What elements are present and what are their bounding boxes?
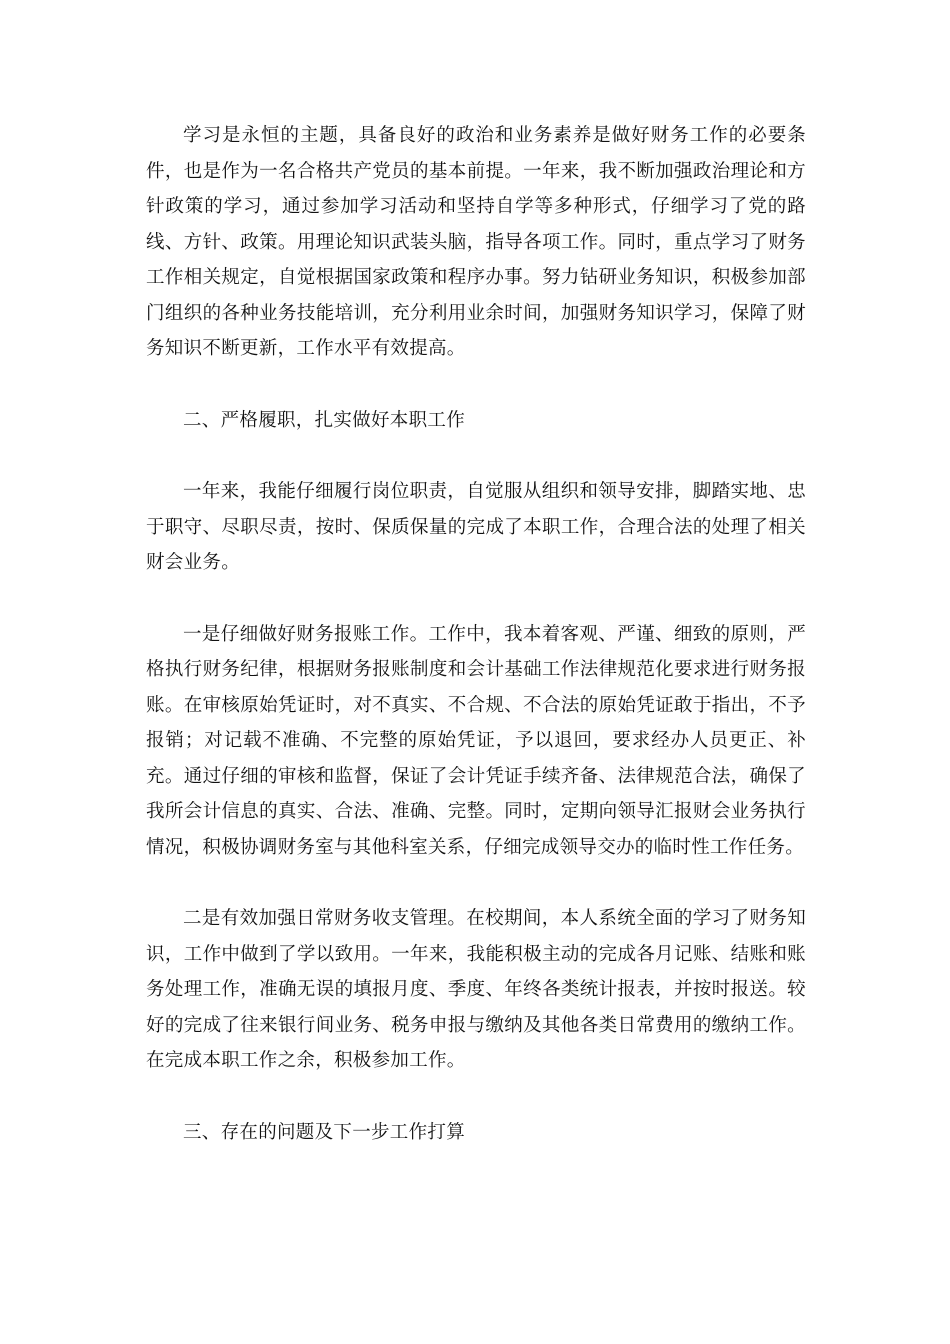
document-page	[146, 118, 806, 1150]
paragraph-reimbursement: 一是仔细做好财务报账工作。工作中，我本着客观、严谨、细致的原则，严格执行财务纪律，根据财务报账制度和会计基础工作法律规范化要求进行财务报账。在审核原始凭证时，对不真实、不合规、不合法的原始凭证敢于指出，不予报销；对记载不准确、不完整的原始凭证，予以退回，要求经办人员更正、补充。通过仔细的审核和监督，保证了会计凭证手续齐备、法律规范合法，确保了我所会计信息的真实、合法、准确、完整。同时，定期向领导汇报财会业务执行情况，积极协调财务室与其他科室关系，仔细完成领导交办的临时性工作任务。	[146, 623, 806, 858]
paragraph-duties: 一年来，我能仔细履行岗位职责，自觉服从组织和领导安排，脚踏实地、忠于职守、尽职尽责，按时、保质保量的完成了本职工作，合理合法的处理了相关财会业务。	[146, 481, 806, 573]
section-heading-2: 二、严格履职，扎实做好本职工作	[183, 409, 466, 431]
section-heading-3: 三、存在的问题及下一步工作打算	[183, 1121, 466, 1143]
paragraph-spacer	[146, 367, 806, 403]
paragraph-spacer	[146, 438, 806, 474]
paragraph-spacer	[146, 581, 806, 617]
paragraph-spacer	[146, 865, 806, 901]
paragraph-finance-management: 二是有效加强日常财务收支管理。在校期间，本人系统全面的学习了财务知识，工作中做到了学以致用。一年来，我能积极主动的完成各月记账、结账和账务处理工作，准确无误的填报月度、季度、年终各类统计报表，并按时报送。较好的完成了往来银行间业务、税务申报与缴纳及其他各类日常费用的缴纳工作。在完成本职工作之余，积极参加工作。	[146, 908, 806, 1071]
paragraph-spacer	[146, 1079, 806, 1115]
paragraph-study: 学习是永恒的主题，具备良好的政治和业务素养是做好财务工作的必要条件，也是作为一名合格共产党员的基本前提。一年来，我不断加强政治理论和方针政策的学习，通过参加学习活动和坚持自学等多种形式，仔细学习了党的路线、方针、政策。用理论知识武装头脑，指导各项工作。同时，重点学习了财务工作相关规定，自觉根据国家政策和程序办事。努力钻研业务知识，积极参加部门组织的各种业务技能培训，充分利用业余时间，加强财务知识学习，保障了财务知识不断更新，工作水平有效提高。	[146, 125, 806, 359]
